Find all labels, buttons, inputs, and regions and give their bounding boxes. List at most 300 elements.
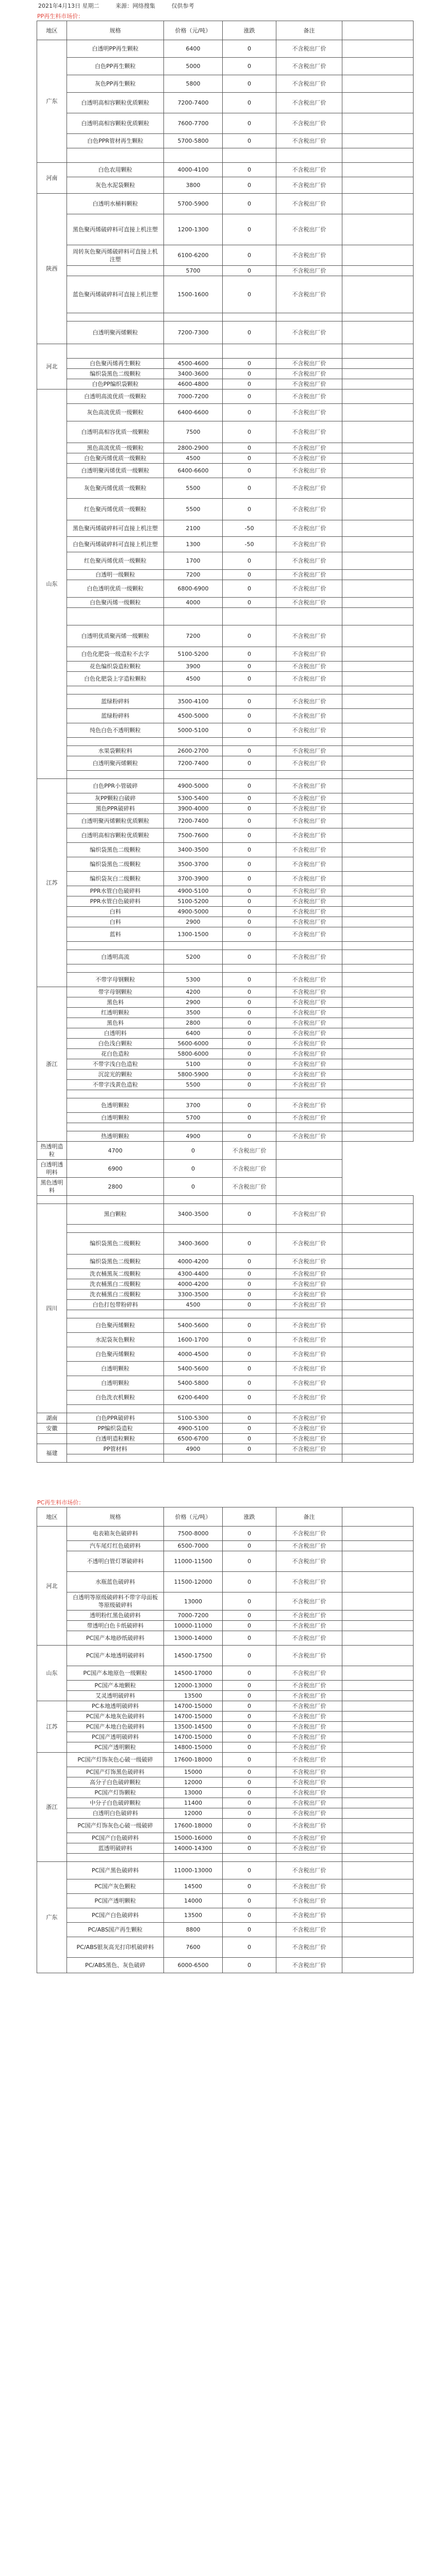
cell-note: 不含税出厂价 bbox=[276, 1937, 342, 1958]
cell-change: 0 bbox=[223, 1527, 276, 1541]
cell-blank bbox=[342, 478, 414, 499]
cell-note: 不含税出厂价 bbox=[276, 598, 342, 608]
cell-price bbox=[164, 608, 223, 625]
table-row bbox=[37, 1090, 414, 1098]
cell-spec: PC国产灯饰灰色心破一级破碎 bbox=[67, 1753, 164, 1767]
cell-blank bbox=[342, 1225, 414, 1233]
cell-blank bbox=[342, 1854, 414, 1862]
cell-change: 0 bbox=[223, 917, 276, 927]
cell-spec: 不带字浅白色造粒 bbox=[67, 1059, 164, 1070]
cell-change: 0 bbox=[223, 1753, 276, 1767]
cell-price bbox=[164, 148, 223, 163]
cell-note: 不含税出厂价 bbox=[276, 779, 342, 793]
table-row bbox=[37, 113, 414, 134]
cell-price: 4600-4800 bbox=[164, 379, 223, 389]
cell-change: 0 bbox=[223, 973, 276, 987]
table-row bbox=[37, 917, 414, 927]
cell-note: 不含税出厂价 bbox=[276, 1711, 342, 1722]
cell-price: 14500-17500 bbox=[164, 1646, 223, 1666]
table-row bbox=[37, 1742, 414, 1753]
header-note: 备注 bbox=[276, 21, 342, 40]
cell-spec: 周转灰色聚丙烯破碎料可直接上机注塑 bbox=[67, 245, 164, 266]
cell-note: 不含税出厂价 bbox=[276, 896, 342, 907]
cell-change: 0 bbox=[223, 321, 276, 344]
table-row bbox=[37, 987, 414, 997]
cell-blank bbox=[342, 686, 414, 694]
cell-price: 4000-4200 bbox=[164, 1279, 223, 1290]
table-row bbox=[37, 942, 414, 950]
cell-spec: 电表箱灰色破碎料 bbox=[67, 1527, 164, 1541]
cell-change bbox=[223, 1854, 276, 1862]
cell-change: 0 bbox=[223, 907, 276, 917]
cell-price: 7500 bbox=[164, 421, 223, 443]
cell-note bbox=[276, 1405, 342, 1413]
cell-price: 14700-15000 bbox=[164, 1732, 223, 1742]
cell-blank bbox=[342, 927, 414, 942]
cell-change: 0 bbox=[223, 927, 276, 942]
cell-blank bbox=[342, 814, 414, 828]
table-row bbox=[37, 1722, 414, 1732]
cell-price: 4900-5100 bbox=[164, 1423, 223, 1434]
cell-note: 不含税出厂价 bbox=[276, 1204, 342, 1225]
cell-change bbox=[223, 1196, 276, 1204]
cell-blank bbox=[342, 266, 414, 276]
cell-blank bbox=[342, 608, 414, 625]
cell-price: 14000 bbox=[164, 1894, 223, 1908]
cell-spec: 白透明PP再生颗粒 bbox=[67, 40, 164, 58]
cell-note bbox=[276, 1854, 342, 1862]
cell-price: 3800 bbox=[164, 177, 223, 194]
cell-price: 1600-1700 bbox=[164, 1333, 223, 1347]
table-row bbox=[37, 723, 414, 738]
cell-region: 广东 bbox=[37, 40, 67, 163]
cell-change: 0 bbox=[223, 1843, 276, 1854]
table-row bbox=[37, 580, 414, 598]
cell-note: 不含税出厂价 bbox=[276, 369, 342, 379]
cell-spec: 白透明透明料 bbox=[37, 1160, 67, 1178]
cell-spec: PC国产透明破碎料 bbox=[67, 1732, 164, 1742]
cell-spec: 白色PP再生颗粒 bbox=[67, 58, 164, 75]
table-row bbox=[37, 804, 414, 814]
table-row bbox=[37, 1701, 414, 1711]
cell-price: 5000 bbox=[164, 58, 223, 75]
cell-spec: 红色聚丙烯优质一级颗粒 bbox=[67, 552, 164, 570]
cell-price: 7200-7300 bbox=[164, 321, 223, 344]
cell-blank bbox=[342, 1318, 414, 1333]
cell-note: 不含税出厂价 bbox=[276, 1290, 342, 1300]
cell-change: 0 bbox=[164, 1160, 223, 1178]
cell-change: 0 bbox=[223, 950, 276, 964]
cell-price: 7200 bbox=[164, 625, 223, 647]
table-row bbox=[37, 1028, 414, 1039]
table-row bbox=[37, 1098, 414, 1113]
cell-spec: 高分子白色破碎颗粒 bbox=[67, 1777, 164, 1788]
cell-blank bbox=[342, 1423, 414, 1434]
cell-spec: 不带字浅黄色造粒 bbox=[67, 1080, 164, 1090]
table-row bbox=[37, 389, 414, 404]
cell-price bbox=[164, 1310, 223, 1318]
table-row bbox=[37, 1691, 414, 1701]
cell-spec: PC国产本地白色破碎料 bbox=[67, 1722, 164, 1732]
table-row bbox=[37, 245, 414, 266]
table-row bbox=[37, 1423, 414, 1434]
cell-spec: 白透明高流优质一级颗粒 bbox=[67, 389, 164, 404]
table-row bbox=[37, 1592, 414, 1611]
cell-change: 0 bbox=[223, 625, 276, 647]
table-row bbox=[37, 857, 414, 872]
cell-price: 2800 bbox=[67, 1178, 164, 1196]
cell-price: 14800-15000 bbox=[164, 1742, 223, 1753]
cell-blank bbox=[342, 694, 414, 709]
cell-blank bbox=[342, 75, 414, 93]
cell-note: 不含税出厂价 bbox=[276, 1732, 342, 1742]
table-row bbox=[37, 194, 414, 214]
table-row bbox=[37, 321, 414, 344]
cell-spec: 白透明料 bbox=[67, 1028, 164, 1039]
cell-blank bbox=[342, 1711, 414, 1722]
cell-spec: PPR水管白色破碎料 bbox=[67, 896, 164, 907]
cell-price: 7200 bbox=[164, 570, 223, 580]
cell-note: 不含税出厂价 bbox=[276, 552, 342, 570]
cell-note bbox=[276, 1225, 342, 1233]
cell-note: 不含税出厂价 bbox=[276, 1908, 342, 1923]
cell-spec: 白色PP编织袋颗粒 bbox=[67, 379, 164, 389]
cell-spec: 花白色造粒 bbox=[67, 1049, 164, 1059]
cell-change: 0 bbox=[223, 1711, 276, 1722]
table-row bbox=[37, 647, 414, 662]
cell-note: 不含税出厂价 bbox=[223, 1142, 276, 1160]
cell-blank bbox=[342, 344, 414, 359]
cell-note: 不含税出厂价 bbox=[276, 1621, 342, 1631]
cell-price: 7600 bbox=[164, 1937, 223, 1958]
cell-spec: PC/ABS国产再生颗粒 bbox=[67, 1923, 164, 1937]
cell-blank bbox=[342, 746, 414, 756]
cell-blank bbox=[342, 828, 414, 843]
cell-change: 0 bbox=[223, 662, 276, 672]
cell-change: 0 bbox=[223, 1279, 276, 1290]
header-change: 涨跌 bbox=[223, 1507, 276, 1527]
cell-note: 不含税出厂价 bbox=[276, 570, 342, 580]
cell-note: 不含税出厂价 bbox=[276, 321, 342, 344]
cell-note: 不含税出厂价 bbox=[276, 1300, 342, 1310]
cell-blank bbox=[342, 443, 414, 453]
cell-change: 0 bbox=[223, 1681, 276, 1691]
cell-blank bbox=[342, 779, 414, 793]
cell-spec: 黑白颗粒 bbox=[67, 1204, 164, 1225]
table-row bbox=[37, 1196, 414, 1204]
cell-change bbox=[223, 148, 276, 163]
cell-spec: 编织袋黑色二级颗粒 bbox=[67, 857, 164, 872]
cell-region bbox=[37, 1434, 67, 1444]
table-row bbox=[37, 1362, 414, 1376]
cell-blank bbox=[342, 1279, 414, 1290]
cell-change: 0 bbox=[223, 1722, 276, 1732]
cell-spec: 水果袋颗粒料 bbox=[67, 746, 164, 756]
cell-region: 福建 bbox=[37, 1444, 67, 1463]
cell-price: 5100 bbox=[164, 1059, 223, 1070]
cell-price: 2100 bbox=[164, 520, 223, 537]
table-row bbox=[37, 1454, 414, 1463]
cell-price: 6500-7000 bbox=[164, 1541, 223, 1551]
table-row bbox=[37, 1123, 414, 1131]
cell-price: 3400-3500 bbox=[164, 843, 223, 857]
table-row bbox=[37, 1843, 414, 1854]
cell-blank bbox=[342, 964, 414, 973]
table-row bbox=[37, 886, 414, 896]
cell-spec: 水泥袋灰色颗粒 bbox=[67, 1333, 164, 1347]
cell-blank bbox=[342, 1039, 414, 1049]
table-row bbox=[37, 779, 414, 793]
table-row bbox=[37, 1621, 414, 1631]
cell-note: 不含税出厂价 bbox=[276, 113, 342, 134]
cell-spec: 编织袋黑色二级颗粒 bbox=[67, 1255, 164, 1269]
header-spec: 规格 bbox=[67, 1507, 164, 1527]
report-source: 来源：网络搜集 bbox=[116, 3, 155, 9]
cell-price: 2600-2700 bbox=[164, 746, 223, 756]
cell-change: 0 bbox=[223, 896, 276, 907]
cell-price: 6400 bbox=[164, 40, 223, 58]
table-row bbox=[37, 608, 414, 625]
cell-price: 5200 bbox=[164, 950, 223, 964]
table-row bbox=[37, 1255, 414, 1269]
cell-spec: 黑色聚丙烯破碎料可直接上机注塑 bbox=[67, 214, 164, 245]
cell-blank bbox=[342, 1788, 414, 1798]
cell-price: 3700-3900 bbox=[164, 872, 223, 886]
cell-blank bbox=[276, 1160, 342, 1178]
cell-region: 浙江 bbox=[37, 1753, 67, 1862]
cell-change: 0 bbox=[223, 1819, 276, 1833]
cell-spec: 白透明优质聚丙烯一级颗粒 bbox=[67, 625, 164, 647]
table-row bbox=[37, 1039, 414, 1049]
cell-price: 5500 bbox=[164, 478, 223, 499]
cell-blank bbox=[342, 942, 414, 950]
cell-blank bbox=[342, 1196, 414, 1204]
cell-spec bbox=[67, 738, 164, 746]
cell-price: 5000-5100 bbox=[164, 723, 223, 738]
cell-note: 不含税出厂价 bbox=[276, 404, 342, 421]
cell-note: 不含税出厂价 bbox=[276, 1527, 342, 1541]
cell-price: 4300-4400 bbox=[164, 1269, 223, 1279]
cell-change: 0 bbox=[164, 1178, 223, 1196]
cell-change: 0 bbox=[223, 1204, 276, 1225]
cell-spec: 蓝绿粉碎料 bbox=[67, 694, 164, 709]
cell-blank bbox=[342, 1777, 414, 1788]
cell-change: 0 bbox=[223, 1551, 276, 1572]
table-row bbox=[37, 964, 414, 973]
cell-change: 0 bbox=[223, 872, 276, 886]
cell-note: 不含税出厂价 bbox=[276, 1080, 342, 1090]
pc-table-body bbox=[37, 1527, 414, 1973]
cell-change: 0 bbox=[223, 1434, 276, 1444]
table-row bbox=[37, 662, 414, 672]
cell-price: 4900-5000 bbox=[164, 779, 223, 793]
table-row bbox=[37, 1711, 414, 1722]
cell-note: 不含税出厂价 bbox=[276, 1255, 342, 1269]
cell-price: 6900 bbox=[67, 1160, 164, 1178]
cell-spec: PC国产本地原色一级颗粒 bbox=[67, 1666, 164, 1681]
cell-blank bbox=[342, 973, 414, 987]
cell-note: 不含税出厂价 bbox=[276, 421, 342, 443]
table-row bbox=[37, 1018, 414, 1028]
cell-note: 不含税出厂价 bbox=[276, 1808, 342, 1819]
table-row bbox=[37, 58, 414, 75]
cell-blank bbox=[342, 404, 414, 421]
table-row bbox=[37, 478, 414, 499]
cell-spec: 洗衣桶黑白二级颗粒 bbox=[67, 1279, 164, 1290]
table-row bbox=[37, 927, 414, 942]
table-row bbox=[37, 843, 414, 857]
table-row bbox=[37, 1819, 414, 1833]
table-row bbox=[37, 672, 414, 686]
table-row bbox=[37, 1854, 414, 1862]
cell-spec: 白透明高相容颗粒优质颗粒 bbox=[67, 828, 164, 843]
cell-change: 0 bbox=[223, 1923, 276, 1937]
cell-blank bbox=[342, 1018, 414, 1028]
cell-region: 浙江 bbox=[37, 987, 67, 1142]
cell-blank bbox=[342, 1541, 414, 1551]
cell-note: 不含税出厂价 bbox=[276, 1833, 342, 1843]
table-row bbox=[37, 404, 414, 421]
table-row bbox=[37, 950, 414, 964]
cell-change: 0 bbox=[223, 1631, 276, 1646]
table-row bbox=[37, 40, 414, 58]
cell-change: 0 bbox=[223, 1592, 276, 1611]
cell-blank bbox=[342, 1833, 414, 1843]
cell-price: 6400-6600 bbox=[164, 404, 223, 421]
cell-blank bbox=[342, 1454, 414, 1463]
cell-spec: 黑色高流优质一级颗粒 bbox=[67, 443, 164, 453]
cell-price: 4000 bbox=[164, 598, 223, 608]
cell-note: 不含税出厂价 bbox=[276, 662, 342, 672]
cell-spec: 白透明颗粒 bbox=[67, 1113, 164, 1123]
table-row bbox=[37, 793, 414, 804]
table-row bbox=[37, 1958, 414, 1973]
cell-note: 不含税出厂价 bbox=[276, 1113, 342, 1123]
table-row bbox=[37, 1310, 414, 1318]
cell-blank bbox=[342, 1742, 414, 1753]
cell-note: 不含税出厂价 bbox=[276, 1777, 342, 1788]
cell-note: 不含税出厂价 bbox=[276, 499, 342, 520]
cell-price: 6000-6500 bbox=[164, 1958, 223, 1973]
cell-blank bbox=[276, 1142, 342, 1160]
header-region: 地区 bbox=[37, 21, 67, 40]
table-row bbox=[37, 907, 414, 917]
cell-price: 5800-6000 bbox=[164, 1049, 223, 1059]
cell-note: 不含税出厂价 bbox=[276, 1923, 342, 1937]
cell-price: 3400-3600 bbox=[164, 369, 223, 379]
cell-note bbox=[276, 344, 342, 359]
cell-note: 不含税出厂价 bbox=[276, 1279, 342, 1290]
table-row bbox=[37, 1113, 414, 1123]
cell-spec: 灰色高流优质一级颗粒 bbox=[67, 404, 164, 421]
cell-change: 0 bbox=[223, 75, 276, 93]
cell-note: 不含税出厂价 bbox=[276, 886, 342, 896]
cell-price: 1700 bbox=[164, 552, 223, 570]
cell-change bbox=[223, 964, 276, 973]
cell-change: 0 bbox=[223, 245, 276, 266]
cell-blank bbox=[342, 570, 414, 580]
cell-spec: 白色PPR管材再生颗粒 bbox=[67, 134, 164, 148]
cell-note: 不含税出厂价 bbox=[276, 1049, 342, 1059]
cell-note bbox=[276, 1123, 342, 1131]
cell-blank bbox=[342, 499, 414, 520]
cell-spec: 白色化肥袋一级造粒不去字 bbox=[67, 647, 164, 662]
cell-change: 0 bbox=[223, 1290, 276, 1300]
table-row bbox=[37, 421, 414, 443]
cell-price: 3700 bbox=[164, 1098, 223, 1113]
cell-spec: 白透明颗粒 bbox=[67, 1376, 164, 1391]
cell-note bbox=[276, 313, 342, 321]
cell-price: 4200 bbox=[164, 987, 223, 997]
cell-price: 2900 bbox=[164, 917, 223, 927]
cell-blank bbox=[342, 1204, 414, 1225]
cell-change: 0 bbox=[223, 987, 276, 997]
cell-blank bbox=[342, 313, 414, 321]
cell-spec bbox=[67, 266, 164, 276]
cell-price: 13500 bbox=[164, 1691, 223, 1701]
cell-blank bbox=[342, 1233, 414, 1255]
cell-note bbox=[276, 738, 342, 746]
cell-blank bbox=[342, 1113, 414, 1123]
cell-blank bbox=[342, 987, 414, 997]
cell-change bbox=[223, 313, 276, 321]
table-row bbox=[37, 1233, 414, 1255]
cell-note bbox=[276, 608, 342, 625]
cell-blank bbox=[342, 1666, 414, 1681]
cell-change: 0 bbox=[223, 779, 276, 793]
cell-spec: PC国产本地颗粒 bbox=[67, 1681, 164, 1691]
cell-blank bbox=[342, 1753, 414, 1767]
cell-change: 0 bbox=[223, 194, 276, 214]
cell-blank bbox=[342, 1059, 414, 1070]
cell-change: 0 bbox=[223, 997, 276, 1008]
cell-change: 0 bbox=[223, 453, 276, 464]
cell-blank bbox=[342, 1300, 414, 1310]
cell-spec: 带透明白色卡纸破碎料 bbox=[67, 1621, 164, 1631]
cell-spec: 白色聚丙烯再生颗粒 bbox=[67, 359, 164, 369]
cell-blank bbox=[342, 625, 414, 647]
cell-change: 0 bbox=[223, 1318, 276, 1333]
cell-spec: 白透明一级颗粒 bbox=[67, 570, 164, 580]
table-row bbox=[37, 1777, 414, 1788]
cell-spec: 花色编织袋造粒颗粒 bbox=[67, 662, 164, 672]
header-spec: 规格 bbox=[67, 21, 164, 40]
cell-spec: PC国产灯饰黑色破碎料 bbox=[67, 1767, 164, 1777]
cell-region: 安徽 bbox=[37, 1423, 67, 1434]
cell-blank bbox=[342, 793, 414, 804]
cell-note: 不含税出厂价 bbox=[276, 1333, 342, 1347]
cell-spec: 白透明等原级破碎料不带字母面板等原级破碎料 bbox=[67, 1592, 164, 1611]
cell-price: 11000-11500 bbox=[164, 1551, 223, 1572]
cell-blank bbox=[342, 1269, 414, 1279]
cell-price: 5600-6000 bbox=[164, 1039, 223, 1049]
cell-blank bbox=[342, 214, 414, 245]
cell-spec: 白色打包带粉碎料 bbox=[67, 1300, 164, 1310]
cell-spec: 编织袋黑色二级颗粒 bbox=[67, 1233, 164, 1255]
cell-note: 不含税出厂价 bbox=[276, 872, 342, 886]
table-row bbox=[37, 814, 414, 828]
table-row bbox=[37, 443, 414, 453]
cell-blank bbox=[342, 148, 414, 163]
cell-region: 河南 bbox=[37, 163, 67, 194]
cell-blank bbox=[342, 1691, 414, 1701]
cell-blank bbox=[342, 1621, 414, 1631]
cell-blank bbox=[342, 1722, 414, 1732]
cell-change: 0 bbox=[223, 1894, 276, 1908]
table-row bbox=[37, 1666, 414, 1681]
cell-price: 3500-3700 bbox=[164, 857, 223, 872]
table-row bbox=[37, 1049, 414, 1059]
